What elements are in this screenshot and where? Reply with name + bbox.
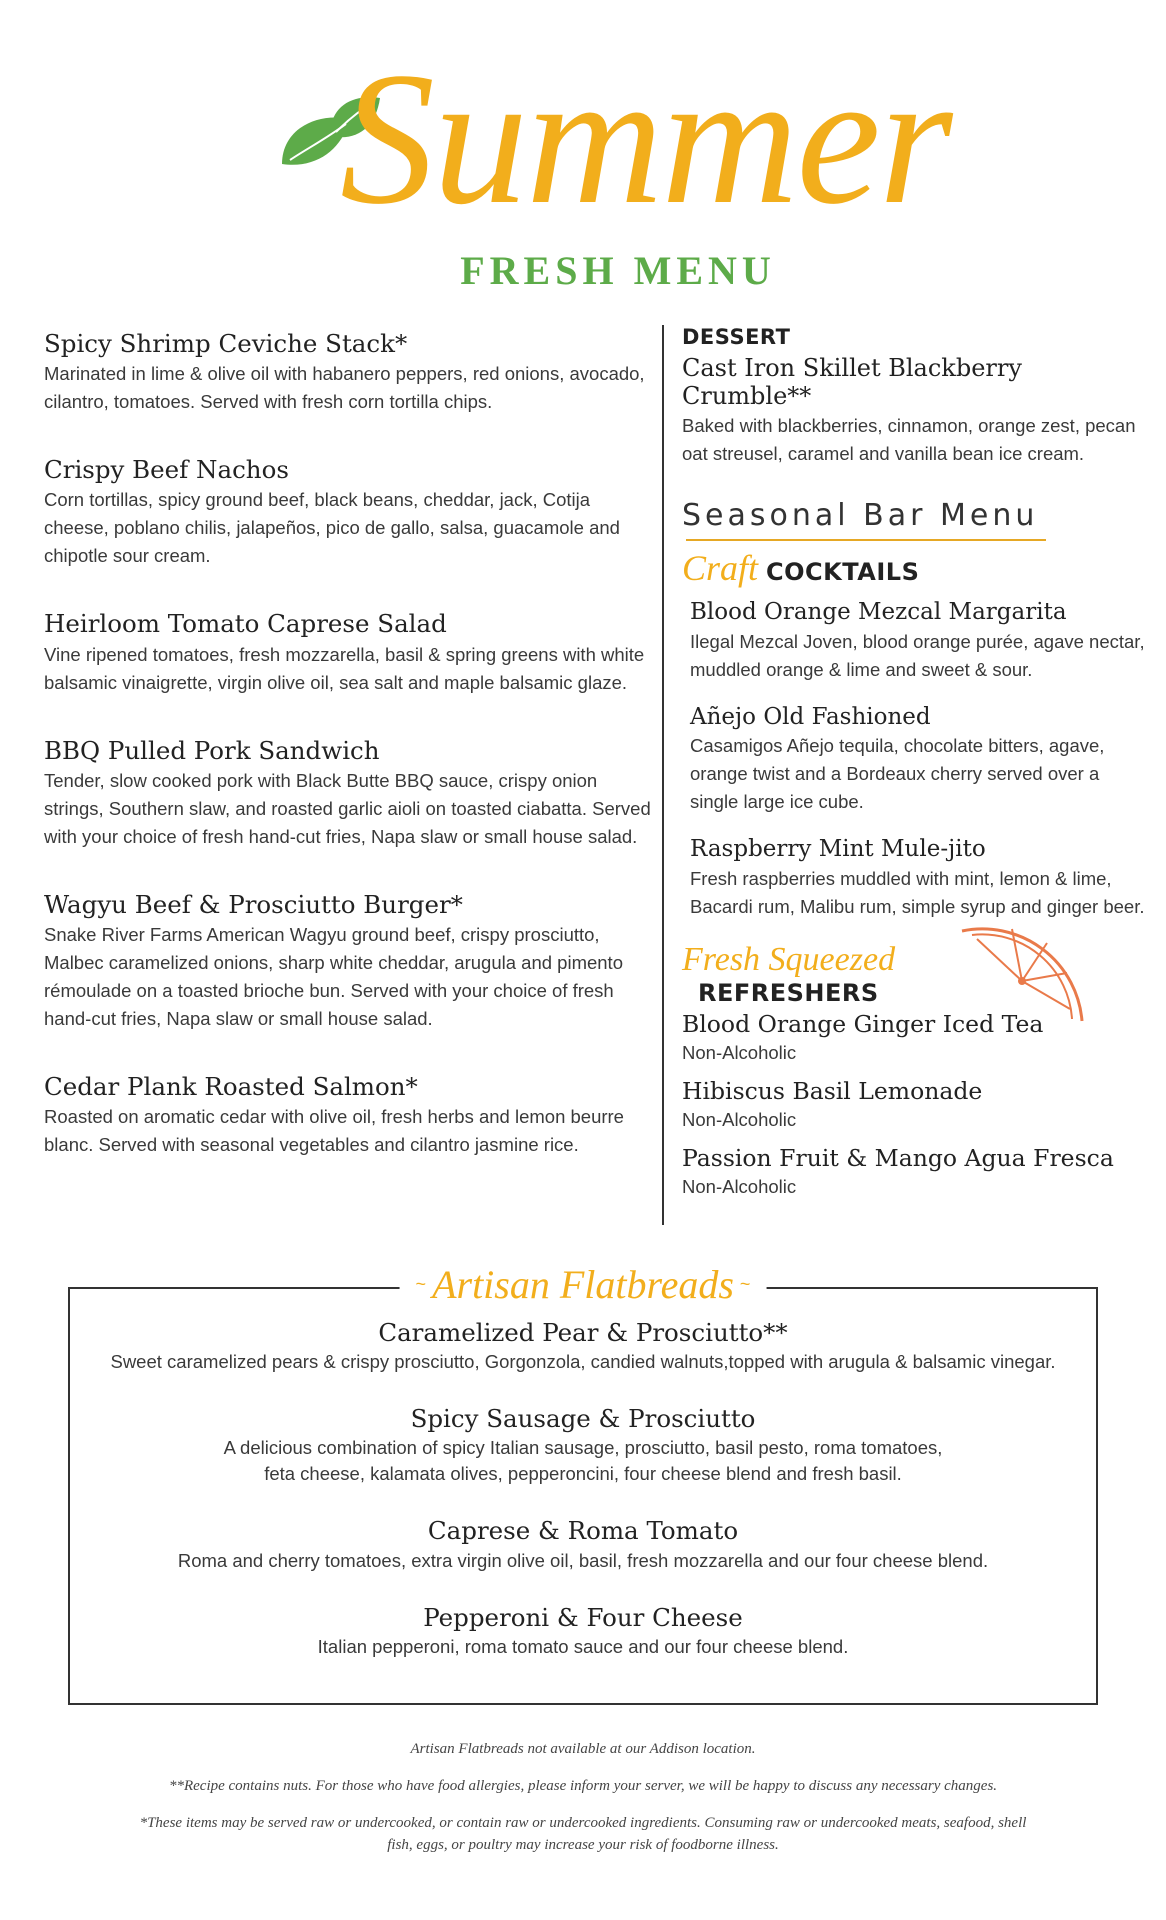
menu-item bbox=[70, 1517, 1096, 1573]
item-description: Non-Alcoholic bbox=[682, 1175, 797, 1197]
menu-item bbox=[44, 330, 654, 416]
menu-item bbox=[70, 1405, 1096, 1487]
cocktail-list bbox=[690, 599, 1152, 920]
item-description: Casamigos Añejo tequila, chocolate bitters, agave, orange twist and a Bordeaux cherry served over a single large ice cube. bbox=[690, 735, 1105, 813]
item-name: Caramelized Pear & Prosciutto** bbox=[378, 1318, 788, 1347]
menu-item bbox=[44, 737, 654, 851]
menu-item bbox=[44, 891, 654, 1033]
item-name: Hibiscus Basil Lemonade bbox=[682, 1076, 983, 1105]
dessert-section bbox=[682, 325, 1152, 468]
menu-item bbox=[44, 456, 654, 570]
item-name: Wagyu Beef & Prosciutto Burger* bbox=[44, 889, 463, 919]
item-name: Raspberry Mint Mule-jito bbox=[690, 836, 986, 863]
item-description: Corn tortillas, spicy ground beef, black beans, cheddar, jack, Cotija cheese, poblano chilis, jalapeños, pico de gallo, salsa, guacamole and chipotle sour cream. bbox=[44, 489, 620, 567]
footer-notes bbox=[100, 1738, 1066, 1871]
flatbreads-title: Artisan Flatbreads bbox=[432, 1262, 734, 1307]
menu-item bbox=[44, 610, 654, 696]
item-description: Marinated in lime & olive oil with habanero peppers, red onions, avocado, cilantro, tomatoes. Served with fresh corn tortilla chips. bbox=[44, 363, 645, 413]
item-name: Cedar Plank Roasted Salmon* bbox=[44, 1071, 418, 1101]
ornament-icon: ~ bbox=[739, 1274, 751, 1294]
gold-divider bbox=[686, 539, 1046, 541]
menu-item bbox=[70, 1604, 1096, 1660]
item-description: Fresh raspberries muddled with mint, lemon & lime, Bacardi rum, Malibu rum, simple syrup and ginger beer. bbox=[690, 867, 1145, 917]
item-name: Cast Iron Skillet Blackberry Crumble** bbox=[682, 354, 1022, 410]
footnote: *These items may be served raw or undercooked, or contain raw or undercooked ingredients. Consuming raw or undercooked meats, seafood, shell fish, eggs, or poultry may increase your risk of foodborne illness. bbox=[139, 1815, 1027, 1853]
flatbread-list bbox=[70, 1319, 1096, 1690]
footnote: **Recipe contains nuts. For those who have food allergies, please inform your server, we will be happy to discuss any necessary changes. bbox=[168, 1778, 998, 1794]
refreshers-section bbox=[682, 941, 1152, 1200]
menu-item bbox=[44, 1073, 654, 1159]
item-name: Spicy Shrimp Ceviche Stack* bbox=[44, 329, 408, 358]
dessert-heading: DESSERT bbox=[682, 325, 791, 349]
item-description: Roma and cherry tomatoes, extra virgin olive oil, basil, fresh mozzarella and our four cheese blend. bbox=[177, 1549, 989, 1571]
menu-item bbox=[690, 704, 1152, 816]
fresh-squeezed-script: Fresh Squeezed bbox=[682, 940, 896, 978]
flatbreads-title-wrap bbox=[400, 1261, 767, 1308]
refresher-list bbox=[682, 1011, 1152, 1200]
entrees-column bbox=[44, 330, 654, 1199]
bar-menu-title: Seasonal Bar Menu bbox=[682, 498, 1039, 534]
menu-item bbox=[682, 1078, 1152, 1133]
item-name: BBQ Pulled Pork Sandwich bbox=[44, 735, 380, 765]
item-name: Añejo Old Fashioned bbox=[690, 703, 931, 730]
refreshers-label: REFRESHERS bbox=[698, 978, 879, 1007]
flatbreads-box bbox=[68, 1262, 1098, 1705]
ornament-icon: ~ bbox=[415, 1274, 427, 1294]
item-description: Tender, slow cooked pork with Black Butte BBQ sauce, crispy onion strings, Southern slaw, and roasted garlic aioli on toasted ciabatta. Served with your choice of fresh hand-cut fries, Napa slaw or small house salad. bbox=[44, 769, 651, 847]
item-name: Spicy Sausage & Prosciutto bbox=[410, 1404, 756, 1434]
item-name: Caprese & Roma Tomato bbox=[427, 1516, 739, 1546]
item-name: Pepperoni & Four Cheese bbox=[423, 1602, 743, 1632]
item-name: Passion Fruit & Mango Agua Fresca bbox=[682, 1143, 1114, 1172]
item-description: A delicious combination of spicy Italian sausage, prosciutto, basil pesto, roma tomatoes, feta cheese, kalamata olives, pepperoncini, four cheese blend and fresh basil. bbox=[223, 1437, 943, 1485]
item-description: Sweet caramelized pears & crispy prosciutto, Gorgonzola, candied walnuts,topped with arugula & balsamic vinegar. bbox=[110, 1351, 1056, 1373]
item-description: Non-Alcoholic bbox=[682, 1108, 797, 1130]
menu-item bbox=[690, 599, 1152, 683]
cocktails-label: COCKTAILS bbox=[766, 558, 920, 587]
menu-item bbox=[70, 1319, 1096, 1375]
item-description: Non-Alcoholic bbox=[682, 1041, 797, 1063]
item-description: Baked with blackberries, cinnamon, orange zest, pecan oat streusel, caramel and vanilla bean ice cream. bbox=[682, 415, 1136, 465]
item-description: Ilegal Mezcal Joven, blood orange purée, agave nectar, muddled orange & lime and sweet & sour. bbox=[690, 630, 1145, 680]
cocktails-heading bbox=[682, 547, 1152, 589]
item-name: Crispy Beef Nachos bbox=[44, 455, 289, 485]
column-divider bbox=[662, 325, 664, 1225]
item-name: Blood Orange Ginger Iced Tea bbox=[682, 1009, 1044, 1038]
right-column bbox=[682, 325, 1152, 1212]
footnote: Artisan Flatbreads not available at our Addison location. bbox=[410, 1741, 756, 1757]
item-description: Vine ripened tomatoes, fresh mozzarella, basil & spring greens with white balsamic vinaigrette, virgin olive oil, sea salt and maple balsamic glaze. bbox=[44, 643, 645, 693]
craft-script: Craft bbox=[682, 548, 759, 589]
item-description: Snake River Farms American Wagyu ground beef, crispy prosciutto, Malbec caramelized onions, sharp white cheddar, arugula and pimento rémoulade on a toasted brioche bun. Served with your choice of fresh hand-cut fries, Napa slaw or small house salad. bbox=[44, 923, 623, 1029]
menu-item bbox=[690, 836, 1152, 920]
orange-slice-icon bbox=[952, 911, 1092, 1031]
menu-title: Summer bbox=[340, 34, 951, 244]
item-description: Italian pepperoni, roma tomato sauce and our four cheese blend. bbox=[317, 1635, 849, 1657]
item-description: Roasted on aromatic cedar with olive oil, fresh herbs and lemon beurre blanc. Served with seasonal vegetables and cilantro jasmine rice. bbox=[44, 1106, 624, 1156]
menu-item bbox=[682, 1145, 1152, 1200]
menu-subtitle: FRESH MENU bbox=[460, 248, 776, 293]
item-name: Blood Orange Mezcal Margarita bbox=[690, 599, 1067, 626]
item-name: Heirloom Tomato Caprese Salad bbox=[44, 609, 447, 639]
